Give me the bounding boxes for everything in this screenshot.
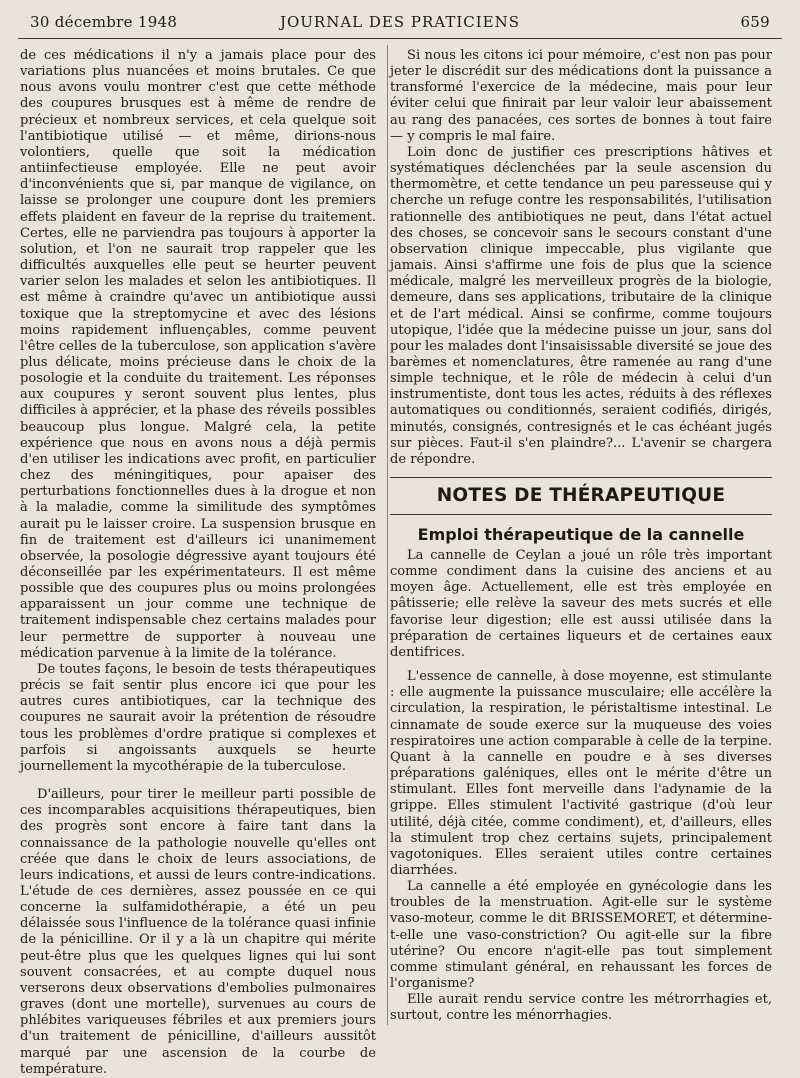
paragraph: L'essence de cannelle, à dose moyenne, est stimulante : elle augmente la puissance musculaire; elle accélère la circulation, la respiration, le péristaltisme intestinal. Le cinnamate de soude exerce sur la muqueuse des voies respiratoires une action comparable à celle de la terpine. Quant à la cannelle en poudre e à ses diverses préparations galéniques, elles ont le mérite d'être un stimulant. Elles font merveille dans l'adynamie de la grippe. Elles stimulent l'activité gastrique (d'où leur utilité, déjà citée, comme condiment), et, d'ailleurs, elles la stimulent trop chez certains sujets, principalement vagotoniques. Elles seraient utiles contre certaines diarrhées. <box>390 669 772 878</box>
page-number: 659 <box>740 13 770 31</box>
article-title: Emploi thérapeutique de la cannelle <box>417 525 745 544</box>
right-column-article <box>390 548 772 1025</box>
paragraph: de ces médications il n'y a jamais place pour des variations plus nuancées et moins brutales. Ce que nous avons voulu montrer c'est que cette méthode des coupures brusques est à même de rendre de précieux et nombreux services, et cela quelque soit l'antibiotique utilisé — et même, dirions-nous volontiers, quelle que soit la médication antiinfectieuse employée. Elle ne peut avoir d'inconvénients que si, par manque de vigilance, on laisse se prolonger une coupure dont les premiers effets plaident en faveur de la reprise du traitement. Certes, elle ne parviendra pas toujours à apporter la solution, et l'on ne saurait trop rappeler que les difficultés auxquelles elle peut se heurter peuvent varier selon les malades et selon les antibiotiques. Il est même à craindre qu'avec un antibiotique aussi toxique que la streptomycine et avec des lésions moins rapidement influençables, comme peuvent l'être celles de la tuberculose, son application s'avère plus délicate, moins précieuse dans le choix de la posologie et la conduite du traitement. Les réponses aux coupures y seront souvent plus lentes, plus difficiles à apprécier, et la phase des réveils possibles beaucoup plus longue. Malgré cela, la petite expérience que nous en avons nous a déjà permis d'en utiliser les indications avec profit, en particulier chez des méningitiques, pour apaiser des perturbations fonctionnelles dues à la drogue et non à la maladie, comme la similitude des symptômes aurait pu le laisser croire. La suspension brusque en fin de traitement est d'ailleurs ici unanimement observée, la posologie dégressive ayant toujours été déconseillée par les expérimentateurs. Il est même possible que des coupures plus ou moins prolongées apparaissent un jour comme une technique de traitement indispensable chez certains malades pour leur permettre de supporter à nouveau une médication parvenue à la limite de la tolérance. <box>20 48 376 661</box>
paragraph: D'ailleurs, pour tirer le meilleur parti possible de ces incomparables acquisitions thérapeutiques, bien des progrès sont encore à faire tant dans la connaissance de la pathologie nouvelle qu'elles ont créée que dans le choix de leurs associations, de leurs indications, et aussi de leurs contre-indications. L'étude de ces dernières, assez poussée en ce qui concerne la sulfamidothérapie, a été un peu délaissée sous l'influence de la tolérance quasi infinie de la pénicilline. Or il y a là un chapitre qui mérite peut-être plus que les quelques lignes qui lui sont souvent consacrées, et au compte duquel nous verserons deux observations d'embolies pulmonaires graves (dont une mortelle), survenues au cours de phlébites variqueuses fébriles et aux premiers jours d'un traitement de pénicilline, d'ailleurs aussitôt marqué par une ascension de la courbe de température. <box>20 787 376 1077</box>
section-rule-top <box>390 477 772 478</box>
paragraph: Loin donc de justifier ces prescriptions hâtives et systématiques déclenchées par la seule ascension du thermomètre, et cette tendance un peu paresseuse qui y cherche un refuge contre les responsabilités, l'utilisation rationnelle des antibiotiques ne peut, dans l'état actuel des choses, se concevoir sans le secours constant d'une observation clinique impeccable, plus vigilante que jamais. Ainsi s'affirme une fois de plus que la science médicale, malgré les merveilleux progrès de la biologie, demeure, dans ses applications, tributaire de la clinique et de l'art médical. Ainsi se confirme, comme toujours utopique, l'idée que la médecine puisse un jour, sans dol pour les malades dont l'insaisissable diversité se joue des barèmes et nomenclatures, être ramenée au rang d'une simple technique, et le rôle de médecin à celui d'un instrumentiste, dont tous les actes, réduits à des réflexes automatiques ou conditionnés, seraient codifiés, dirigés, minutés, consignés, contresignés et le cas échéant jugés sur pièces. Faut-il s'en plaindre?... L'avenir se chargera de répondre. <box>390 144 772 467</box>
left-column <box>20 48 376 1078</box>
section-rule-bottom <box>390 514 772 515</box>
column-divider <box>387 45 388 1025</box>
paragraph: La cannelle de Ceylan a joué un rôle très important comme condiment dans la cuisine des anciens et au moyen âge. Actuellement, elle est très employée en pâtisserie; elle relève la saveur des mets sucrés et elle favorise leur digestion; elle est aussi utilisée dans la préparation de certaines liqueurs et de certaines eaux dentifrices. <box>390 548 772 660</box>
paragraph: La cannelle a été employée en gynécologie dans les troubles de la menstruation. Agit-elle sur le système vaso-moteur, comme le dit BRISSEMORET, et détermine-t-elle une vaso-constriction? Ou agit-elle sur la fibre utérine? Ou encore n'agit-elle pas tout simplement comme stimulant général, en rehaussant les forces de l'organisme? <box>390 879 772 992</box>
paragraph: Elle aurait rendu service contre les métrorrhagies et, surtout, contre les ménorrhagies. <box>390 992 772 1024</box>
right-column-top <box>390 48 772 468</box>
page-header <box>30 13 770 35</box>
paragraph: De toutes façons, le besoin de tests thérapeutiques précis se fait sentir plus encore ici que pour les autres cures antibiotiques, car la technique des coupures ne saurait avoir la prétention de résoudre tous les problèmes d'ordre pratique si complexes et parfois si angoissants auxquels se heurte journellement la mycothérapie de la tuberculose. <box>20 661 376 774</box>
header-rule <box>18 38 782 39</box>
journal-title: JOURNAL DES PRATICIENS <box>279 13 521 31</box>
issue-date: 30 décembre 1948 <box>30 13 178 31</box>
section-heading: NOTES DE THÉRAPEUTIQUE <box>436 485 726 506</box>
paragraph: Si nous les citons ici pour mémoire, c'est non pas pour jeter le discrédit sur des médications dont la puissance a transformé l'exercice de la médecine, mais pour leur éviter celui que finirait par leur valoir leur abaissement au rang des panacées, ces sortes de bonnes à tout faire — y compris le mal faire. <box>390 48 772 144</box>
